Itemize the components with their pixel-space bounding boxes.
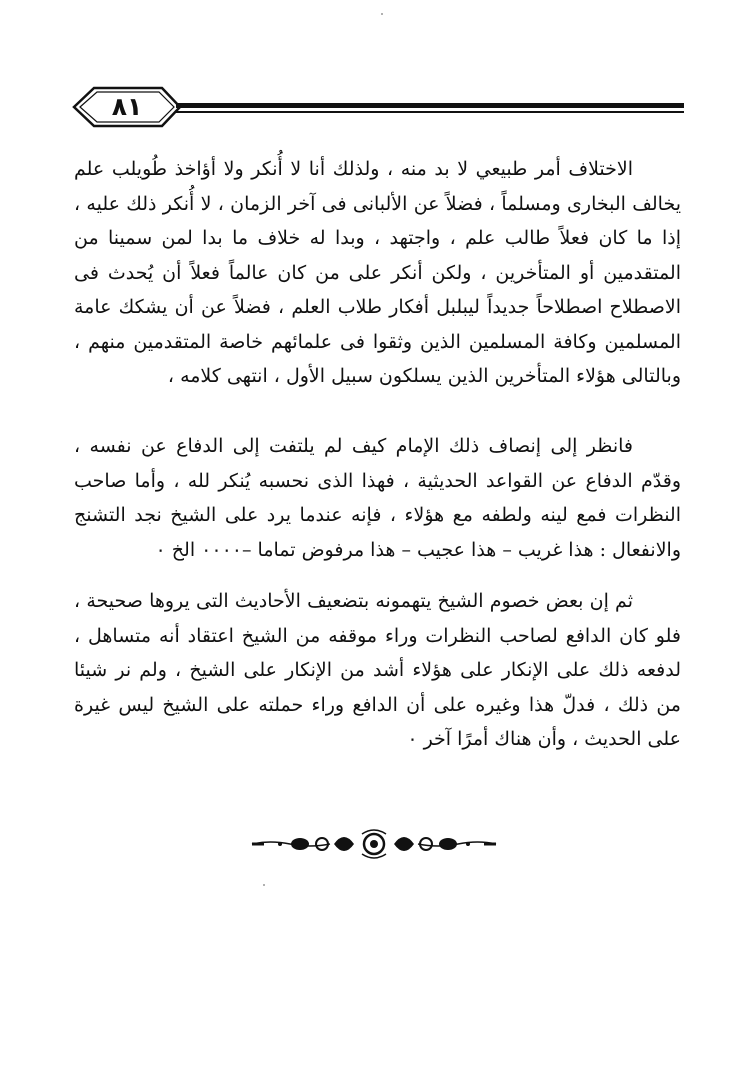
scan-speck	[263, 884, 265, 886]
scan-speck	[381, 13, 383, 15]
paragraph: الاختلاف أمر طبيعي لا بد منه ، ولذلك أنا لا أُنكر ولا أؤاخذ طُويلب علم يخالف البخارى ومسلماً ، فضلاً عن الألبانى فى آخر الزمان ، لا أُنكر ذلك عليه ، إذا ما كان فعلاً طالب علم ، واجتهد ، وبدا له خلاف ما بدا لمن سمينا من المتقدمين أو المتأخرين ، ولكن أنكر على من كان عالماً فعلاً أن يُحدث فى الاصطلاح اصطلاحاً جديداً ليبلبل أفكار طلاب العلم ، فضلاً عن أن يشكك عامة المسلمين وكافة المسلمين الذين وثقوا فى علمائهم خاصة المتقدمين منهم ، وبالتالى هؤلاء المتأخرين الذين يسلكون سبيل الأول ، انتهى كلامه ،	[74, 158, 681, 387]
paragraph: ثم إن بعض خصوم الشيخ يتهمونه بتضعيف الأحاديث التى يروها صحيحة ، فلو كان الدافع لصاحب النظرات وراء موقفه من الشيخ اعتقاد أنه متساهل ، لدفعه ذلك على الإنكار على هؤلاء أشد من الإنكار على الشيخ ، ولم نر شيئا من ذلك ، فدلّ هذا وغيره على أن الدافع وراء حملته على الشيخ ليس غيرة على الحديث ، وأن هناك أمرًا آخر ٠	[74, 590, 681, 750]
paragraph-1-block	[74, 152, 681, 394]
page-number: ٨١	[111, 92, 143, 121]
page-header	[72, 84, 684, 130]
paragraph-2-block	[74, 429, 681, 567]
paragraph-3-block	[74, 584, 681, 757]
ornament-divider	[250, 826, 498, 862]
header-rule-thick	[176, 103, 684, 108]
header-rule-thin	[176, 111, 684, 113]
paragraph: فانظر إلى إنصاف ذلك الإمام كيف لم يلتفت إلى الدفاع عن نفسه ، وقدّم الدفاع عن القواعد الحديثية ، فهذا الذى نحسبه يُنكر لله ، وأما صاحب النظرات فمع لينه ولطفه مع هؤلاء ، فإنه عندما يرد على الشيخ نجد التشنج والانفعال : هذا غريب – هذا عجيب – هذا مرفوض تماما –٠٠٠٠ الخ ٠	[74, 435, 681, 561]
